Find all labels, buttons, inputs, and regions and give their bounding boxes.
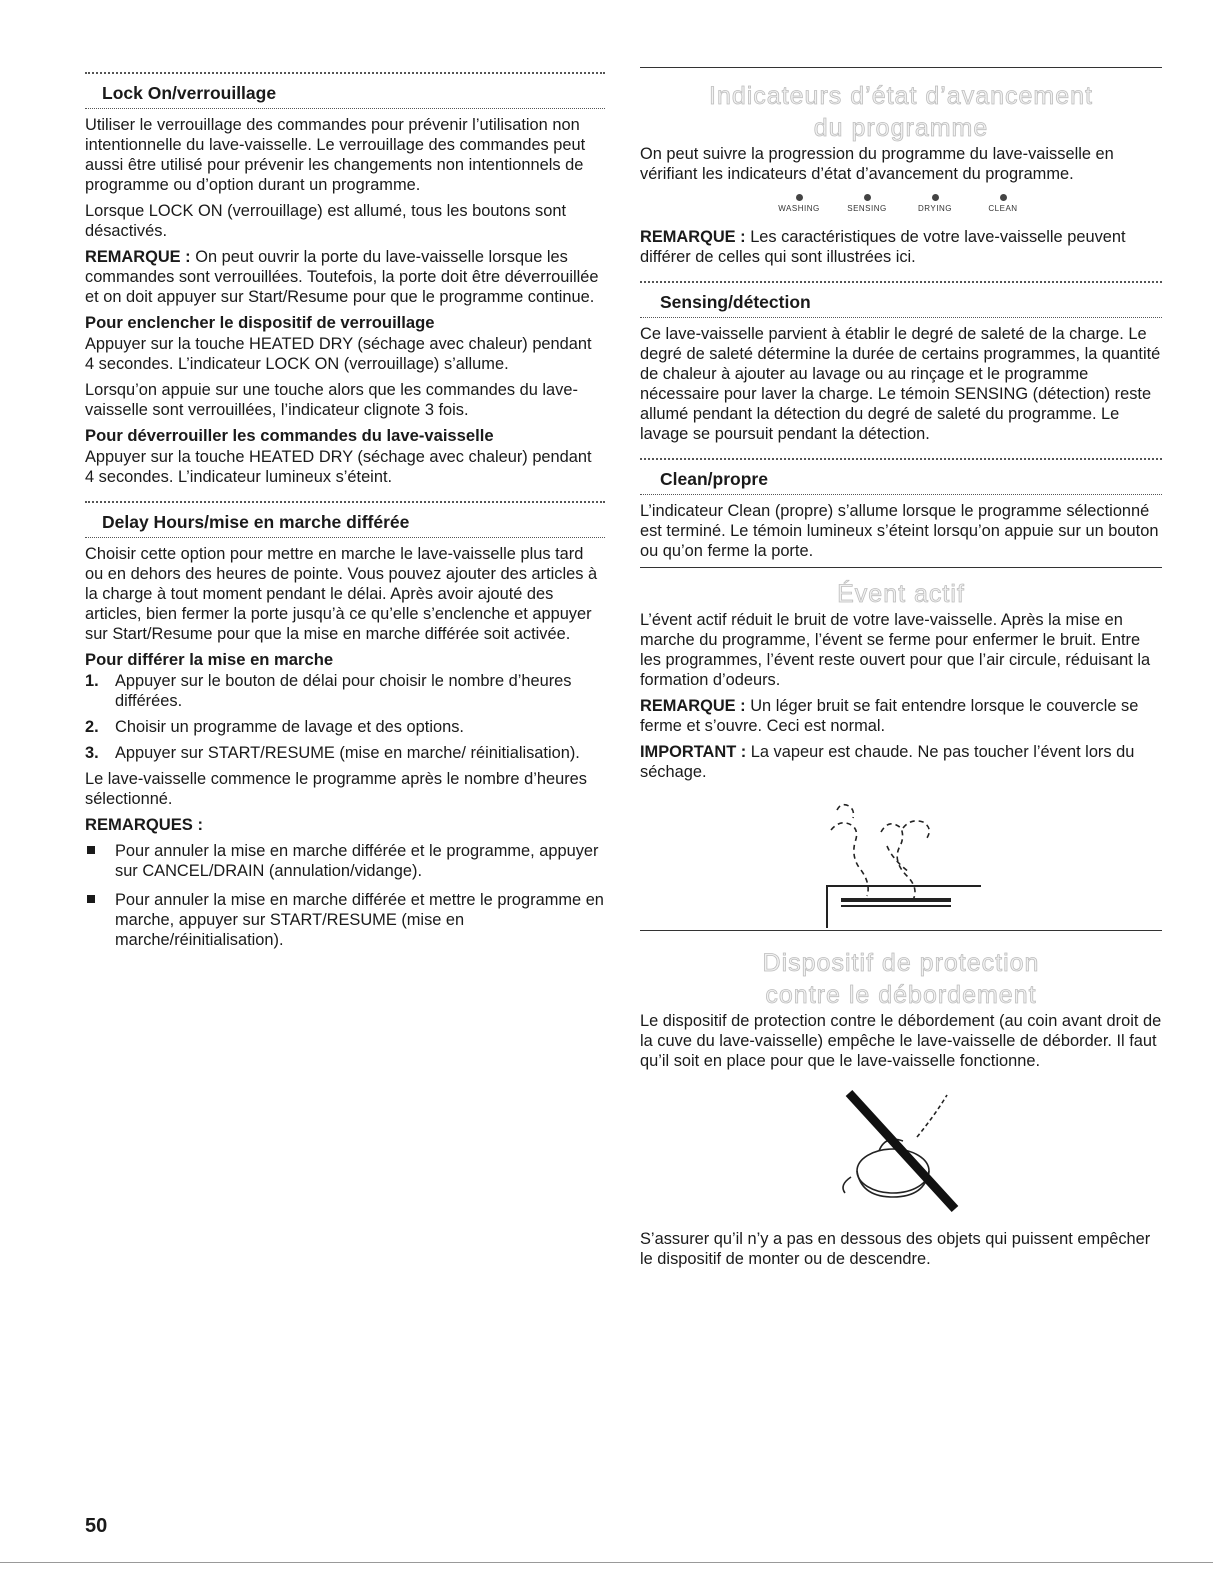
note-label: REMARQUE : bbox=[85, 248, 191, 266]
note-label: REMARQUE : bbox=[640, 228, 746, 246]
sensing-paragraph: Ce lave-vaisselle parvient à établir le degré de saleté de la charge. Le degré de saleté détermine la durée de certains programmes, la quantité de chaleur à ajouter au lavage ou au rinçage et le programme nécessaire pour laver la charge. Le témoin SENSING (détection) reste allumé pendant la détection du degré de saleté du programme. Le lavage se poursuit pendant la détection. bbox=[640, 325, 1161, 443]
note-text: On peut ouvrir la porte du lave-vaisselle lorsque les commandes sont verrouillées. Toutefois, la porte doit être déverrouillée et on doit appuyer sur Start/Resume pour que le programme continue. bbox=[85, 248, 599, 306]
clean-paragraph: L’indicateur Clean (propre) s’allume lorsque le programme sélectionné est terminé. Le témoin lumineux s’éteint lorsqu’on appuie sur un bouton ou qu’on ferme la porte. bbox=[640, 502, 1159, 560]
bullet-text: Pour annuler la mise en marche différée et mettre le programme en marche, appuyer sur START/RESUME (mise en marche/réinitialisation). bbox=[115, 891, 604, 949]
step-number: 3. bbox=[85, 744, 99, 762]
lock-paragraph: Lorsqu’on appuie sur une touche alors que les commandes du lave-vaisselle sont verrouillées, l’indicateur clignote 3 fois. bbox=[85, 381, 578, 419]
important-label: IMPORTANT : bbox=[640, 743, 747, 761]
list-item bbox=[85, 890, 605, 950]
lock-heading: Lock On/verrouillage bbox=[102, 83, 277, 103]
left-column bbox=[85, 62, 605, 959]
overflow-paragraph: S’assurer qu’il n’y a pas en dessous des objets qui puissent empêcher le dispositif de monter ou de descendre. bbox=[640, 1230, 1151, 1268]
vent-steam-illustration bbox=[801, 788, 1001, 928]
bullet-square-icon bbox=[87, 895, 95, 903]
page-number: 50 bbox=[85, 1515, 108, 1537]
indicator-light-icon bbox=[796, 194, 803, 201]
overflow-title: Dispositif de protection bbox=[762, 949, 1040, 977]
step-number: 2. bbox=[85, 718, 99, 736]
delay-paragraph: Choisir cette option pour mettre en marche le lave-vaisselle plus tard ou en dehors des heures de pointe. Vous pouvez ajouter des articles à la charge à tout moment pendant le délai. Après avoir ajouté des articles, bien fermer la porte jusqu’à ce qu’elle s’enclenche et appuyer sur Start/Resume pour que la mise en marche différée soit activée. bbox=[85, 545, 598, 643]
vent-important bbox=[640, 742, 1162, 782]
divider bbox=[0, 1562, 1213, 1563]
status-indicators bbox=[640, 194, 1162, 213]
lock-subheading-engage: Pour enclencher le dispositif de verrouillage bbox=[85, 313, 435, 332]
clean-heading: Clean/propre bbox=[660, 469, 768, 489]
delay-notes bbox=[85, 841, 605, 950]
lock-paragraph: Appuyer sur la touche HEATED DRY (séchage avec chaleur) pendant 4 secondes. L’indicateur lumineux s’éteint. bbox=[85, 448, 592, 486]
indicator-clean bbox=[981, 194, 1025, 213]
note-text: Un léger bruit se fait entendre lorsque le couvercle se ferme et s’ouvre. Ceci est normal. bbox=[640, 697, 1139, 735]
step-number: 1. bbox=[85, 672, 99, 690]
step-text: Choisir un programme de lavage et des options. bbox=[115, 718, 464, 736]
section-header-delay bbox=[85, 503, 605, 544]
delay-subheading: Pour différer la mise en marche bbox=[85, 650, 334, 669]
note-label: REMARQUE : bbox=[640, 697, 746, 715]
section-header-sensing bbox=[640, 283, 1162, 324]
bullet-square-icon bbox=[87, 846, 95, 854]
divider bbox=[640, 67, 1162, 68]
indicator-light-icon bbox=[1000, 194, 1007, 201]
indicator-drying bbox=[913, 194, 957, 213]
important-text: La vapeur est chaude. Ne pas toucher l’évent lors du séchage. bbox=[640, 743, 1135, 781]
delay-steps bbox=[85, 671, 605, 763]
divider bbox=[640, 317, 1162, 318]
lock-subheading-unlock: Pour déverrouiller les commandes du lave-vaisselle bbox=[85, 426, 494, 445]
status-title: Indicateurs d’état d’avancement bbox=[709, 82, 1093, 110]
indicator-label: WASHING bbox=[778, 204, 820, 213]
section-header-clean bbox=[640, 460, 1162, 501]
section-header-lock bbox=[85, 74, 605, 115]
indicator-light-icon bbox=[864, 194, 871, 201]
lock-paragraph: Utiliser le verrouillage des commandes pour prévenir l’utilisation non intentionnelle du lave-vaisselle. Le verrouillage des commandes peut aussi être utilisé pour prévenir les changements non intentionnels de programme ou d’option durant un programme. bbox=[85, 116, 586, 194]
lock-paragraph: Lorsque LOCK ON (verrouillage) est allumé, tous les boutons sont désactivés. bbox=[85, 202, 567, 240]
status-note bbox=[640, 227, 1162, 267]
vent-title: Évent actif bbox=[837, 580, 965, 608]
divider bbox=[640, 494, 1162, 495]
divider bbox=[85, 537, 605, 538]
list-item bbox=[85, 671, 605, 711]
overflow-paragraph: Le dispositif de protection contre le débordement (au coin avant droit de la cuve du lave-vaisselle) empêche le lave-vaisselle de déborder. Il faut qu’il soit en place pour que le lave-vaisselle fonctionne. bbox=[640, 1012, 1162, 1070]
vent-paragraph: L’évent actif réduit le bruit de votre lave-vaisselle. Après la mise en marche du programme, l’évent se ferme pour enfermer le bruit. Entre les programmes, l’évent reste ouvert pour que l’air circule, réduisant la formation d’odeurs. bbox=[640, 611, 1151, 689]
divider bbox=[85, 108, 605, 109]
note-text: Les caractéristiques de votre lave-vaisselle peuvent différer de celles qui sont illustrées ici. bbox=[640, 228, 1126, 266]
indicator-washing bbox=[777, 194, 821, 213]
step-text: Appuyer sur START/RESUME (mise en marche/ réinitialisation). bbox=[115, 744, 580, 762]
divider bbox=[640, 930, 1162, 931]
float-prohibited-icon bbox=[831, 1085, 971, 1215]
delay-notes-label: REMARQUES : bbox=[85, 815, 204, 834]
delay-heading: Delay Hours/mise en marche différée bbox=[102, 512, 410, 532]
sensing-heading: Sensing/détection bbox=[660, 292, 811, 312]
list-item bbox=[85, 717, 605, 737]
divider bbox=[640, 567, 1162, 568]
status-paragraph: On peut suivre la progression du programme du lave-vaisselle en vérifiant les indicateurs d’état d’avancement du programme. bbox=[640, 145, 1114, 183]
indicator-label: DRYING bbox=[918, 204, 952, 213]
vent-note bbox=[640, 696, 1162, 736]
lock-note bbox=[85, 247, 605, 307]
list-item bbox=[85, 841, 605, 881]
bullet-text: Pour annuler la mise en marche différée et le programme, appuyer sur CANCEL/DRAIN (annulation/vidange). bbox=[115, 842, 599, 880]
right-column bbox=[640, 62, 1162, 1275]
lock-paragraph: Appuyer sur la touche HEATED DRY (séchage avec chaleur) pendant 4 secondes. L’indicateur LOCK ON (verrouillage) s’allume. bbox=[85, 335, 592, 373]
overflow-title-line2: contre le débordement bbox=[765, 981, 1037, 1009]
delay-paragraph: Le lave-vaisselle commence le programme après le nombre d’heures sélectionné. bbox=[85, 770, 587, 808]
list-item bbox=[85, 743, 605, 763]
step-text: Appuyer sur le bouton de délai pour choisir le nombre d’heures différées. bbox=[115, 672, 572, 710]
indicator-sensing bbox=[845, 194, 889, 213]
indicator-light-icon bbox=[932, 194, 939, 201]
indicator-label: SENSING bbox=[847, 204, 887, 213]
indicator-label: CLEAN bbox=[988, 204, 1018, 213]
status-title-line2: du programme bbox=[813, 114, 989, 142]
